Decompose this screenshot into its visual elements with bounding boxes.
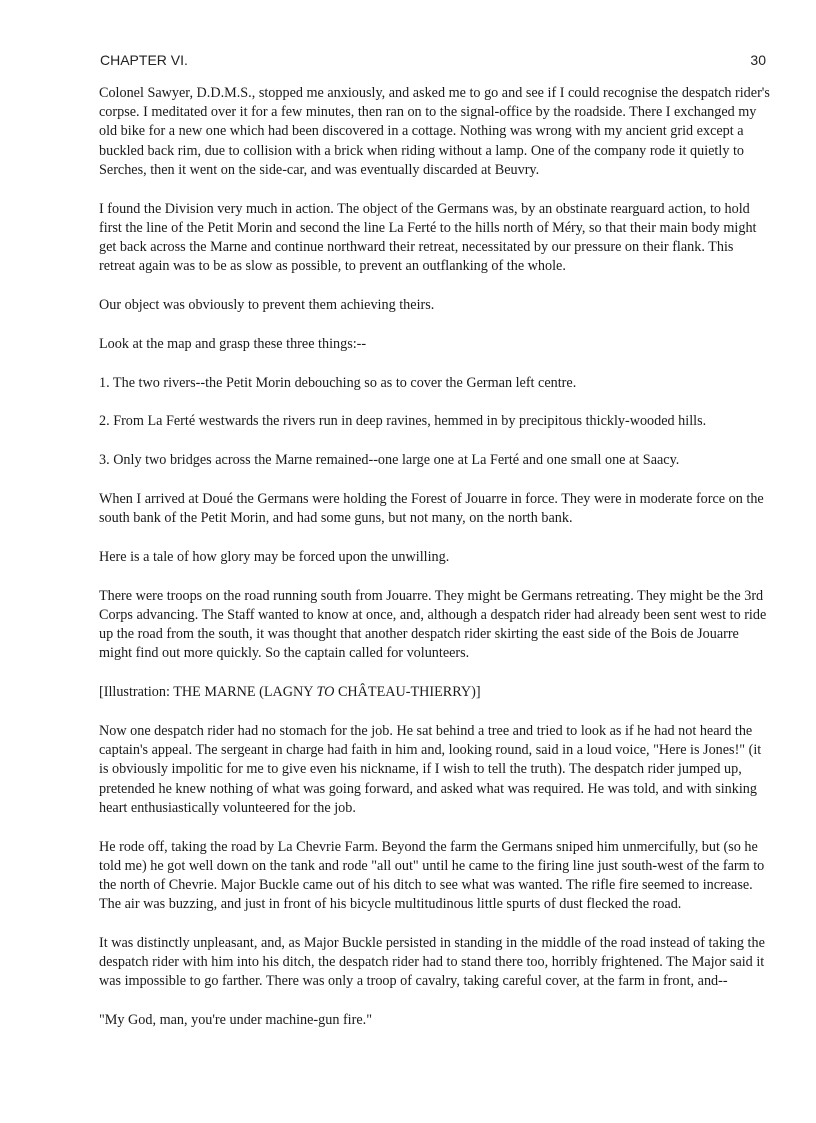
page-body	[99, 84, 771, 1050]
illustration-caption-italic: TO	[316, 684, 335, 701]
paragraph: Now one despatch rider had no stomach for the job. He sat behind a tree and tried to look as if he had not heard the captain's appeal. The sergeant in charge had faith in him and, looking round, said in a loud voice, "Here is Jones!" (it is obviously impolitic for me to give even his nickname, if I wish to tell the truth). The despatch rider jumped up, pretended he knew nothing of what was going forward, and asked what was required. He was told, and with sinking heart enthusiastically volunteered for the job.	[99, 723, 762, 816]
paragraph: Look at the map and grasp these three things:--	[99, 335, 367, 352]
paragraph: I found the Division very much in action. The object of the Germans was, by an obstinate rearguard action, to hold first the line of the Petit Morin and second the line La Ferté to the hills north of Méry, so that their main body might get back across the Marne and continue northward their retreat, necessitated by our pressure on their flank. This retreat again was to be as slow as possible, to prevent an outflanking of the whole.	[99, 200, 757, 275]
illustration-caption	[99, 683, 771, 702]
list-item: 1. The two rivers--the Petit Morin debouching so as to cover the German left centre.	[99, 374, 577, 391]
paragraph: Our object was obviously to prevent them achieving theirs.	[99, 297, 435, 314]
paragraph: Here is a tale of how glory may be forced upon the unwilling.	[99, 549, 450, 565]
list-item: 2. From La Ferté westwards the rivers run in deep ravines, hemmed in by precipitous thickly-wooded hills.	[99, 413, 707, 430]
list-item: 3. Only two bridges across the Marne remained--one large one at La Ferté and one small one at Saacy.	[99, 452, 680, 469]
paragraph: Colonel Sawyer, D.D.M.S., stopped me anxiously, and asked me to go and see if I could recognise the despatch rider's corpse. I meditated over it for a few minutes, then ran on to the signal-office by the roadside. There I exchanged my old bike for a new one which had been discovered in a cottage. Nothing was wrong with my ancient grid except a buckled back rim, due to collision with a brick when riding without a lamp. One of the company rode it quietly to Serches, then it went on the side-car, and was eventually discarded at Beuvry.	[99, 85, 770, 178]
chapter-heading: CHAPTER VI.	[100, 52, 188, 68]
paragraph: There were troops on the road running south from Jouarre. They might be Germans retreating. They might be the 3rd Corps advancing. The Staff wanted to know at once, and, although a despatch rider had already been sent west to ride up the road from the south, it was thought that another despatch rider skirting the east side of the Bois de Jouarre might find out more quickly. So the captain called for volunteers.	[99, 587, 767, 662]
paragraph: He rode off, taking the road by La Chevrie Farm. Beyond the farm the Germans sniped him unmercifully, but (so he told me) he got well down on the tank and rode "all out" until he came to the firing line just south-west of the farm to the north of Chevrie. Major Buckle came out of his ditch to see what was wanted. The rifle fire seemed to increase. The air was buzzing, and just in front of his bicycle multitudinous little spurts of dust flecked the road.	[99, 838, 765, 913]
paragraph: "My God, man, you're under machine-gun fire."	[99, 1012, 372, 1029]
paragraph: When I arrived at Doué the Germans were holding the Forest of Jouarre in force. They were in moderate force on the south bank of the Petit Morin, and had some guns, but not many, on the north bank.	[99, 491, 764, 527]
page-number: 30	[750, 52, 766, 68]
paragraph: It was distinctly unpleasant, and, as Major Buckle persisted in standing in the middle of the road instead of taking the despatch rider with him into his ditch, the despatch rider had to stand there too, horribly frightened. The Major said it was impossible to go farther. There was only a troop of cavalry, taking careful cover, at the farm in front, and--	[99, 935, 765, 990]
page-header	[100, 52, 766, 68]
illustration-caption-suffix: CHÂTEAU-THIERRY)]	[334, 684, 481, 701]
illustration-caption-prefix: [Illustration: THE MARNE (LAGNY	[99, 684, 317, 701]
